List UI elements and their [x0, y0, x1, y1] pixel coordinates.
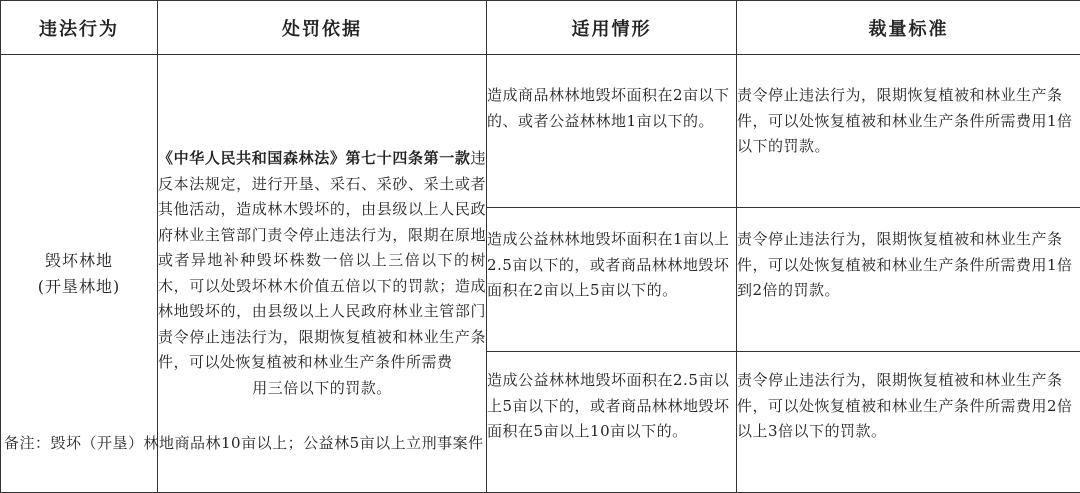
- violation-cell: [1, 55, 158, 493]
- standard-cell: 责令停止违法行为，限期恢复植被和林业生产条件，可以处恢复植被和林业生产条件所需费用1倍以下的罚款。: [737, 55, 1080, 208]
- table-row: [1, 55, 1080, 208]
- standard-cell: 责令停止违法行为，限期恢复植被和林业生产条件，可以处恢复植被和林业生产条件所需费用2倍以上3倍以下的罚款。: [737, 352, 1080, 493]
- header-violation: 违法行为: [1, 1, 158, 55]
- situation-cell: 造成公益林林地毁坏面积在1亩以上2.5亩以下的，或者商品林林地毁坏面积在2亩以上5亩以下的。: [487, 208, 737, 352]
- basis-cell: [158, 55, 487, 493]
- basis-text: 违反本法规定，进行开垦、采石、采砂、采土或者其他活动，造成林木毁坏的，由县级以上人民政府林业主管部门责令停止违法行为，限期在原地或者异地补种毁坏株数一倍以上三倍以下的树木，可以处毁坏林木价值五倍以下的罚款；造成林地毁坏的，由县级以上人民政府林业主管部门责令停止违法行为，限期恢复植被和林业生产条件，可以处恢复植被和林业生产条件所需费: [158, 149, 486, 371]
- basis-law-reference: 《中华人民共和国森林法》第七十四条第一款: [158, 149, 470, 167]
- header-situation: 适用情形: [487, 1, 737, 55]
- table-header-row: [1, 1, 1080, 55]
- violation-name: 毁坏林地: [45, 251, 113, 270]
- situation-cell: 造成商品林林地毁坏面积在2亩以下的、或者公益林林地1亩以下的。: [487, 55, 737, 208]
- footnote: 备注：毁坏（开垦）林地商品林10亩以上；公益林5亩以上立刑事案件: [4, 432, 484, 453]
- situation-cell: 造成公益林林地毁坏面积在2.5亩以上5亩以下的，或者商品林林地毁坏面积在5亩以上10亩以下的。: [487, 352, 737, 493]
- basis-text-last-line: 用三倍以下的罚款。: [158, 376, 486, 402]
- header-standard: 裁量标准: [737, 1, 1080, 55]
- violation-subname: (开垦林地): [38, 277, 121, 296]
- standard-cell: 责令停止违法行为，限期恢复植被和林业生产条件，可以处恢复植被和林业生产条件所需费用1倍到2倍的罚款。: [737, 208, 1080, 352]
- header-basis: 处罚依据: [158, 1, 487, 55]
